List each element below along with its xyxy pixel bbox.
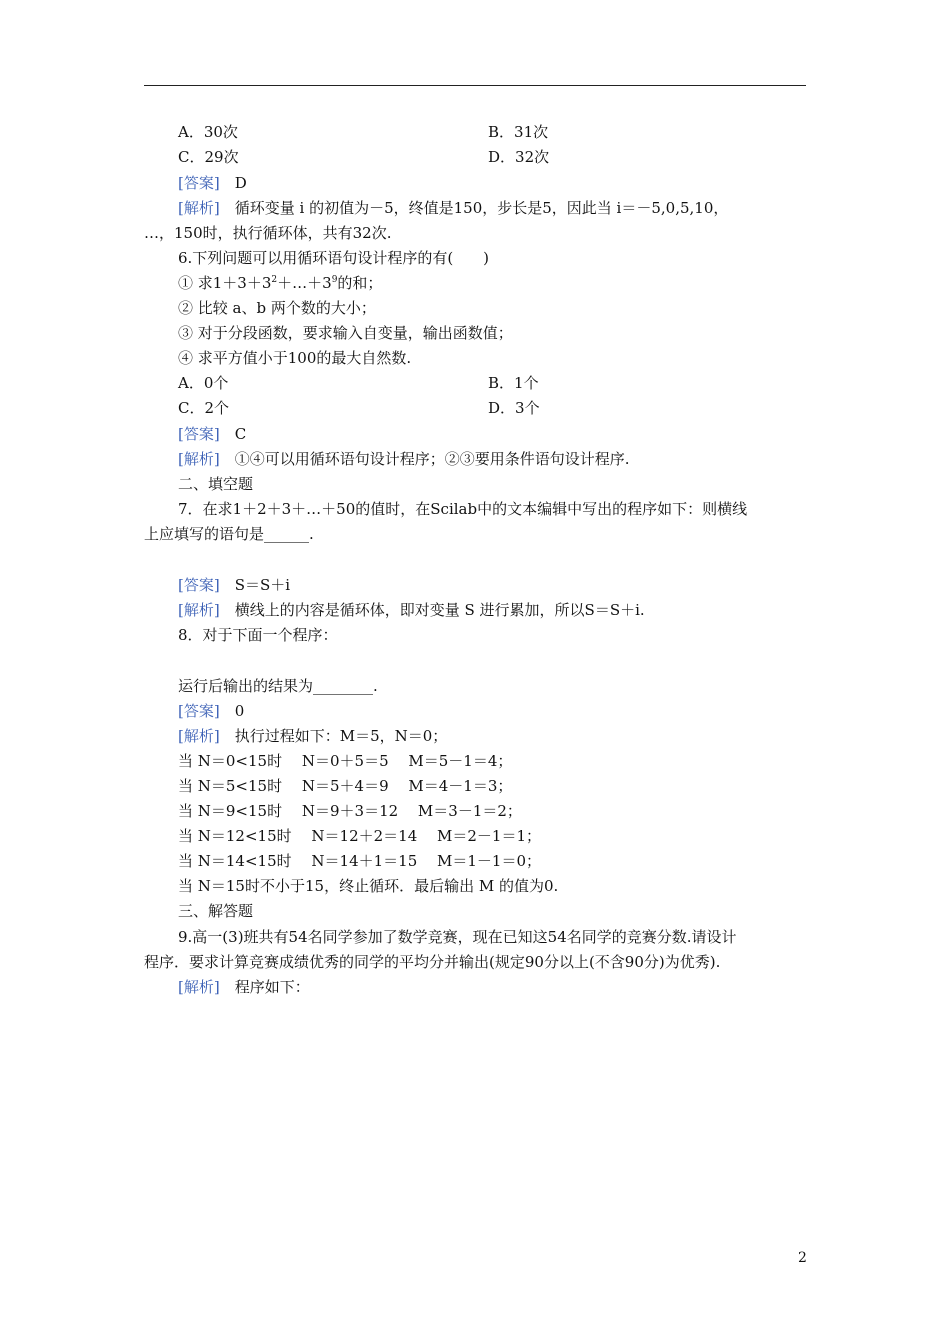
q6-item-2: ② 比较 a、b 两个数的大小； xyxy=(178,299,376,317)
item-text: ＋…＋3 xyxy=(277,274,332,292)
superscript: 2 xyxy=(271,275,278,285)
q6-item-4: ④ 求平方值小于100的最大自然数. xyxy=(178,349,412,367)
analysis-text: 循环变量 i 的初值为－5，终值是150，步长是5，因此当 i＝－5,0,5,10， xyxy=(234,199,729,217)
q6-option-b: B．1个 xyxy=(488,374,539,392)
q6-option-c: C．2个 xyxy=(178,399,230,417)
q8-step-3: 当 N＝9<15时 N＝9＋3＝12 M＝3－1＝2； xyxy=(178,802,522,820)
q7-answer xyxy=(178,576,290,594)
q6-option-a: A．0个 xyxy=(178,374,229,392)
answer-text: C xyxy=(234,425,247,443)
q9-stem-cont: 程序．要求计算竞赛成绩优秀的同学的平均分并输出(规定90分以上(不含90分)为优秀). xyxy=(144,953,721,971)
q5-option-a: A．30次 xyxy=(178,123,238,141)
analysis-text: 程序如下： xyxy=(234,978,310,996)
q6-item-3: ③ 对于分段函数，要求输入自变量，输出函数值； xyxy=(178,324,513,342)
q8-step-6: 当 N＝15时不小于15，终止循环．最后输出 M 的值为0. xyxy=(178,877,559,895)
answer-tag: [答案] xyxy=(178,702,220,720)
analysis-tag: [解析] xyxy=(178,727,220,745)
q5-answer xyxy=(178,174,247,192)
superscript: 9 xyxy=(331,275,338,285)
analysis-tag: [解析] xyxy=(178,601,220,619)
q6-answer xyxy=(178,425,246,443)
answer-text: S＝S＋i xyxy=(234,576,291,594)
analysis-text: 执行过程如下：M＝5，N＝0； xyxy=(234,727,448,745)
q8-answer xyxy=(178,702,244,720)
q5-analysis-cont: …，150时，执行循环体，共有32次. xyxy=(144,224,392,242)
answer-tag: [答案] xyxy=(178,576,220,594)
answer-tag: [答案] xyxy=(178,174,220,192)
answer-text: 0 xyxy=(234,702,245,720)
item-text: ① 求1＋3＋3 xyxy=(178,274,272,292)
section-fill-blank: 二、填空题 xyxy=(178,475,254,493)
analysis-tag: [解析] xyxy=(178,978,220,996)
q6-analysis xyxy=(178,450,630,468)
answer-text: D xyxy=(234,174,247,192)
page-number: 2 xyxy=(798,1250,807,1266)
q5-analysis xyxy=(178,199,728,217)
section-problems: 三、解答题 xyxy=(178,902,254,920)
q6-stem: 6.下列问题可以用循环语句设计程序的有( ) xyxy=(178,249,490,267)
q8-step-4: 当 N＝12<15时 N＝12＋2＝14 M＝2－1＝1； xyxy=(178,827,542,845)
item-text: 的和； xyxy=(337,274,383,292)
analysis-text: 横线上的内容是循环体，即对变量 S 进行累加，所以S＝S＋i. xyxy=(234,601,645,619)
q8-result: 运行后输出的结果为________. xyxy=(178,677,378,695)
answer-tag: [答案] xyxy=(178,425,220,443)
header-rule xyxy=(144,85,806,86)
q5-option-b: B．31次 xyxy=(488,123,549,141)
analysis-text: ①④可以用循环语句设计程序；②③要用条件语句设计程序. xyxy=(234,450,630,468)
q5-option-c: C．29次 xyxy=(178,148,239,166)
q8-step-5: 当 N＝14<15时 N＝14＋1＝15 M＝1－1＝0； xyxy=(178,852,542,870)
q7-stem: 7．在求1＋2＋3＋…＋50的值时，在Scilab中的文本编辑中写出的程序如下：则横线 xyxy=(178,500,748,518)
q7-analysis xyxy=(178,601,645,619)
q9-stem: 9.高一(3)班共有54名同学参加了数学竞赛，现在已知这54名同学的竞赛分数.请设计 xyxy=(178,928,737,946)
analysis-tag: [解析] xyxy=(178,450,220,468)
q8-stem: 8．对于下面一个程序： xyxy=(178,626,338,644)
analysis-tag: [解析] xyxy=(178,199,220,217)
q6-item-1 xyxy=(178,274,382,292)
q8-step-2: 当 N＝5<15时 N＝5＋4＝9 M＝4－1＝3； xyxy=(178,777,513,795)
q5-option-d: D．32次 xyxy=(488,148,550,166)
q7-stem-cont: 上应填写的语句是______. xyxy=(144,525,314,543)
q6-option-d: D．3个 xyxy=(488,399,540,417)
q9-analysis xyxy=(178,978,310,996)
q8-step-1: 当 N＝0<15时 N＝0＋5＝5 M＝5－1＝4； xyxy=(178,752,513,770)
q8-analysis xyxy=(178,727,447,745)
